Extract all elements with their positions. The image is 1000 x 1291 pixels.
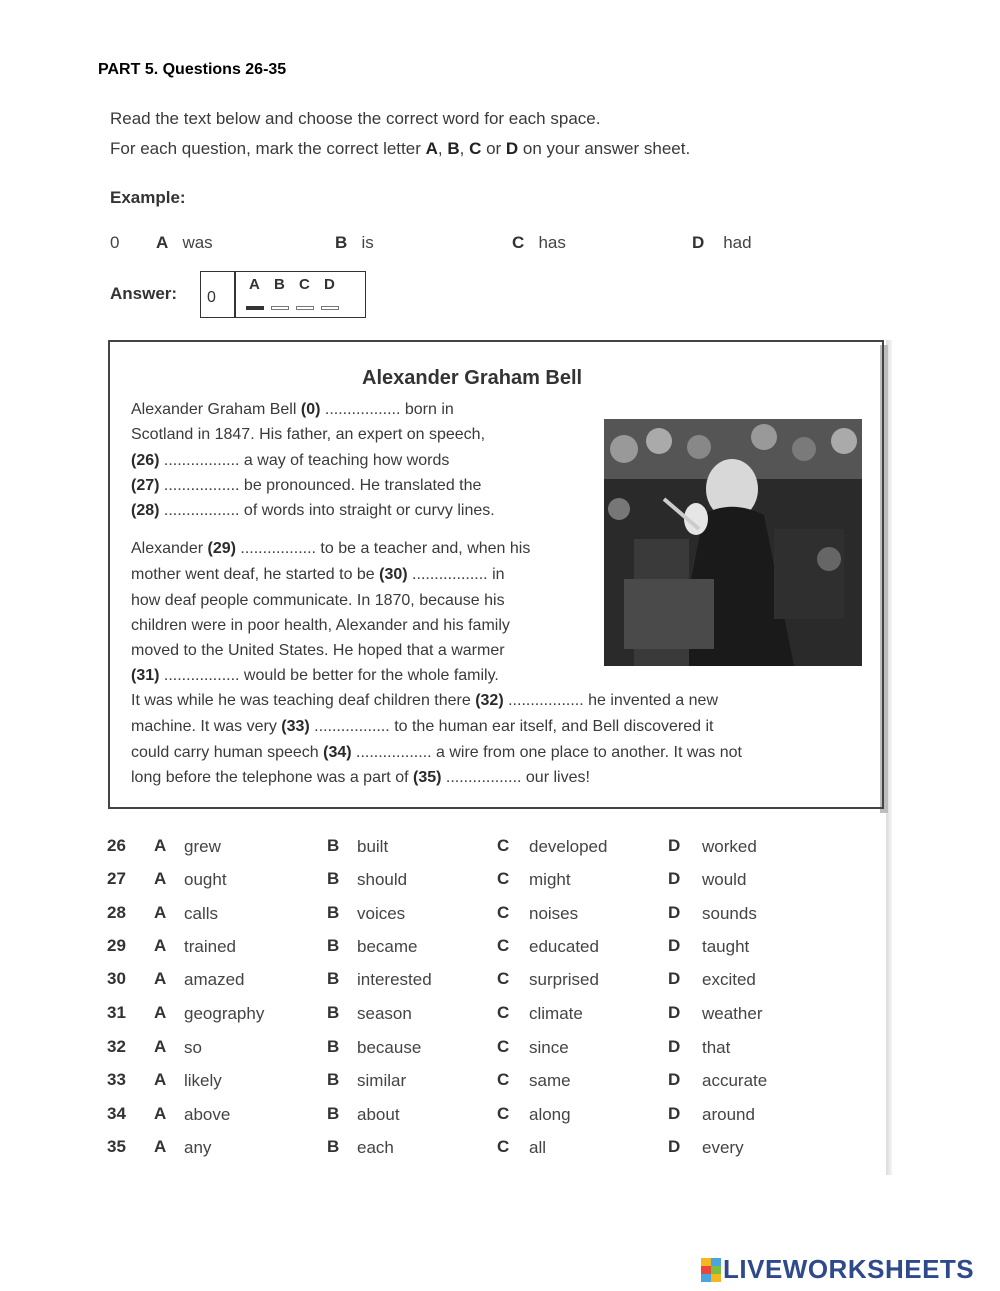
example-option-c: C has: [512, 233, 566, 252]
question-number: 31: [107, 1003, 126, 1022]
option-word-d: every: [702, 1138, 744, 1157]
example-number: 0: [110, 233, 120, 252]
reading-line: (28) ................. of words into straight or curvy lines.: [131, 502, 495, 519]
option-word-b: each: [357, 1138, 394, 1157]
option-letter-d: D: [668, 1003, 681, 1022]
option-letter-d: D: [668, 936, 681, 955]
option-word-b: should: [357, 870, 408, 889]
option-letter-c: C: [497, 936, 510, 955]
reading-line: children were in poor health, Alexander and his family: [131, 617, 510, 634]
brand-name: LIVEWORKSHEETS: [723, 1254, 975, 1284]
option-letter-a: A: [154, 1003, 167, 1022]
option-letter-d: D: [668, 836, 681, 855]
liveworksheets-brand: [701, 1254, 974, 1285]
answer-divider: [234, 272, 236, 317]
option-letter-d: D: [668, 1070, 681, 1089]
option-letter-a: A: [154, 1070, 167, 1089]
option-letter-d: D: [668, 1137, 681, 1156]
option-letter-b: B: [327, 869, 340, 888]
option-word-a: above: [184, 1105, 231, 1124]
option-word-c: since: [529, 1038, 569, 1057]
option-letter-a: A: [154, 869, 167, 888]
reading-line: It was while he was teaching deaf children there (32) ................. he invented a new: [131, 692, 718, 709]
example-option-a: A was: [156, 233, 213, 252]
option-letter-a: A: [154, 836, 167, 855]
question-number: 29: [107, 936, 126, 955]
answer-letter-b: B: [274, 276, 285, 293]
question-number: 30: [107, 969, 126, 988]
question-number: 34: [107, 1104, 126, 1123]
reading-line: Alexander Graham Bell (0) ................. born in: [131, 401, 454, 418]
option-letter-a: A: [154, 969, 167, 988]
option-word-a: likely: [184, 1071, 222, 1090]
option-letter-b: B: [327, 1137, 340, 1156]
answer-mark-a: [246, 306, 264, 310]
option-word-b: interested: [357, 970, 432, 989]
option-letter-d: D: [668, 903, 681, 922]
option-letter-b: B: [327, 1070, 340, 1089]
reading-title: Alexander Graham Bell: [362, 367, 583, 389]
answer-letter-c: C: [299, 276, 310, 293]
reading-line: long before the telephone was a part of (35) ................. our lives!: [131, 769, 590, 786]
option-word-d: weather: [702, 1004, 763, 1023]
option-word-c: same: [529, 1071, 571, 1090]
option-letter-c: C: [497, 1137, 510, 1156]
option-word-d: accurate: [702, 1071, 768, 1090]
option-word-c: all: [529, 1138, 547, 1157]
option-word-b: voices: [357, 904, 406, 923]
reading-line: Alexander (29) ................. to be a teacher and, when his: [131, 540, 531, 557]
option-word-b: built: [357, 837, 389, 856]
option-letter-a: A: [154, 1137, 167, 1156]
question-number: 26: [107, 836, 126, 855]
option-word-a: trained: [184, 937, 236, 956]
liveworksheets-logo-icon: [701, 1258, 721, 1282]
answer-label: Answer:: [110, 284, 178, 303]
option-word-c: climate: [529, 1004, 583, 1023]
answer-letter-d: D: [324, 276, 335, 293]
option-letter-c: C: [497, 869, 510, 888]
option-letter-b: B: [327, 969, 340, 988]
option-word-b: became: [357, 937, 418, 956]
part-title: PART 5. Questions 26-35: [98, 61, 287, 78]
option-letter-b: B: [327, 836, 340, 855]
reading-line: could carry human speech (34) ................. a wire from one place to another. It was not: [131, 744, 742, 761]
option-word-a: calls: [184, 904, 219, 923]
option-letter-a: A: [154, 936, 167, 955]
option-word-a: so: [184, 1038, 202, 1057]
option-word-b: similar: [357, 1071, 407, 1090]
option-letter-c: C: [497, 1104, 510, 1123]
option-letter-a: A: [154, 903, 167, 922]
option-word-d: would: [702, 870, 747, 889]
reading-line: how deaf people communicate. In 1870, because his: [131, 592, 505, 609]
option-letter-d: D: [668, 1037, 681, 1056]
option-word-a: amazed: [184, 970, 245, 989]
question-number: 27: [107, 869, 126, 888]
answer-number: 0: [207, 289, 216, 306]
option-letter-d: D: [668, 1104, 681, 1123]
answer-mark-d: [321, 306, 339, 310]
option-letter-b: B: [327, 1104, 340, 1123]
option-word-a: grew: [184, 837, 221, 856]
option-word-c: educated: [529, 937, 599, 956]
question-number: 35: [107, 1137, 126, 1156]
option-letter-a: A: [154, 1104, 167, 1123]
answer-mark-b: [271, 306, 289, 310]
option-letter-b: B: [327, 1037, 340, 1056]
option-letter-c: C: [497, 1003, 510, 1022]
option-word-d: excited: [702, 970, 756, 989]
option-letter-c: C: [497, 903, 510, 922]
option-word-b: because: [357, 1038, 422, 1057]
option-letter-a: A: [154, 1037, 167, 1056]
option-word-c: surprised: [529, 970, 599, 989]
option-word-d: worked: [702, 837, 757, 856]
option-letter-d: D: [668, 869, 681, 888]
option-letter-c: C: [497, 969, 510, 988]
option-word-d: sounds: [702, 904, 757, 923]
question-number: 33: [107, 1070, 126, 1089]
example-option-b: B is: [335, 233, 374, 252]
option-letter-b: B: [327, 1003, 340, 1022]
option-word-a: geography: [184, 1004, 265, 1023]
reading-line: machine. It was very (33) ................. to the human ear itself, and Bell discovered it: [131, 718, 714, 735]
reading-line: mother went deaf, he started to be (30) ................. in: [131, 566, 505, 583]
answer-sheet-example: [200, 271, 366, 318]
option-word-d: around: [702, 1105, 755, 1124]
option-letter-b: B: [327, 903, 340, 922]
reading-line: (26) ................. a way of teaching how words: [131, 452, 450, 469]
option-word-c: developed: [529, 837, 608, 856]
question-number: 28: [107, 903, 126, 922]
option-word-a: any: [184, 1138, 212, 1157]
option-word-c: along: [529, 1105, 571, 1124]
option-word-b: season: [357, 1004, 412, 1023]
bell-telephone-photo: [604, 419, 862, 666]
option-letter-c: C: [497, 1070, 510, 1089]
option-letter-c: C: [497, 836, 510, 855]
option-letter-b: B: [327, 936, 340, 955]
option-word-d: that: [702, 1038, 731, 1057]
reading-line: (31) ................. would be better for the whole family.: [131, 667, 499, 684]
option-word-a: ought: [184, 870, 227, 889]
option-word-b: about: [357, 1105, 400, 1124]
option-word-c: might: [529, 870, 571, 889]
answer-letter-a: A: [249, 276, 260, 293]
answer-mark-c: [296, 306, 314, 310]
reading-line: Scotland in 1847. His father, an expert on speech,: [131, 426, 486, 443]
reading-line: moved to the United States. He hoped that a warmer: [131, 642, 505, 659]
example-label: Example:: [110, 188, 186, 207]
option-letter-c: C: [497, 1037, 510, 1056]
option-word-d: taught: [702, 937, 750, 956]
option-letter-d: D: [668, 969, 681, 988]
reading-line: (27) ................. be pronounced. He translated the: [131, 477, 482, 494]
question-number: 32: [107, 1037, 126, 1056]
instruction-line-2: For each question, mark the correct letter A, B, C or D on your answer sheet.: [110, 139, 691, 158]
option-word-c: noises: [529, 904, 579, 923]
example-option-d: D had: [692, 233, 752, 252]
instruction-line-1: Read the text below and choose the correct word for each space.: [110, 109, 601, 128]
